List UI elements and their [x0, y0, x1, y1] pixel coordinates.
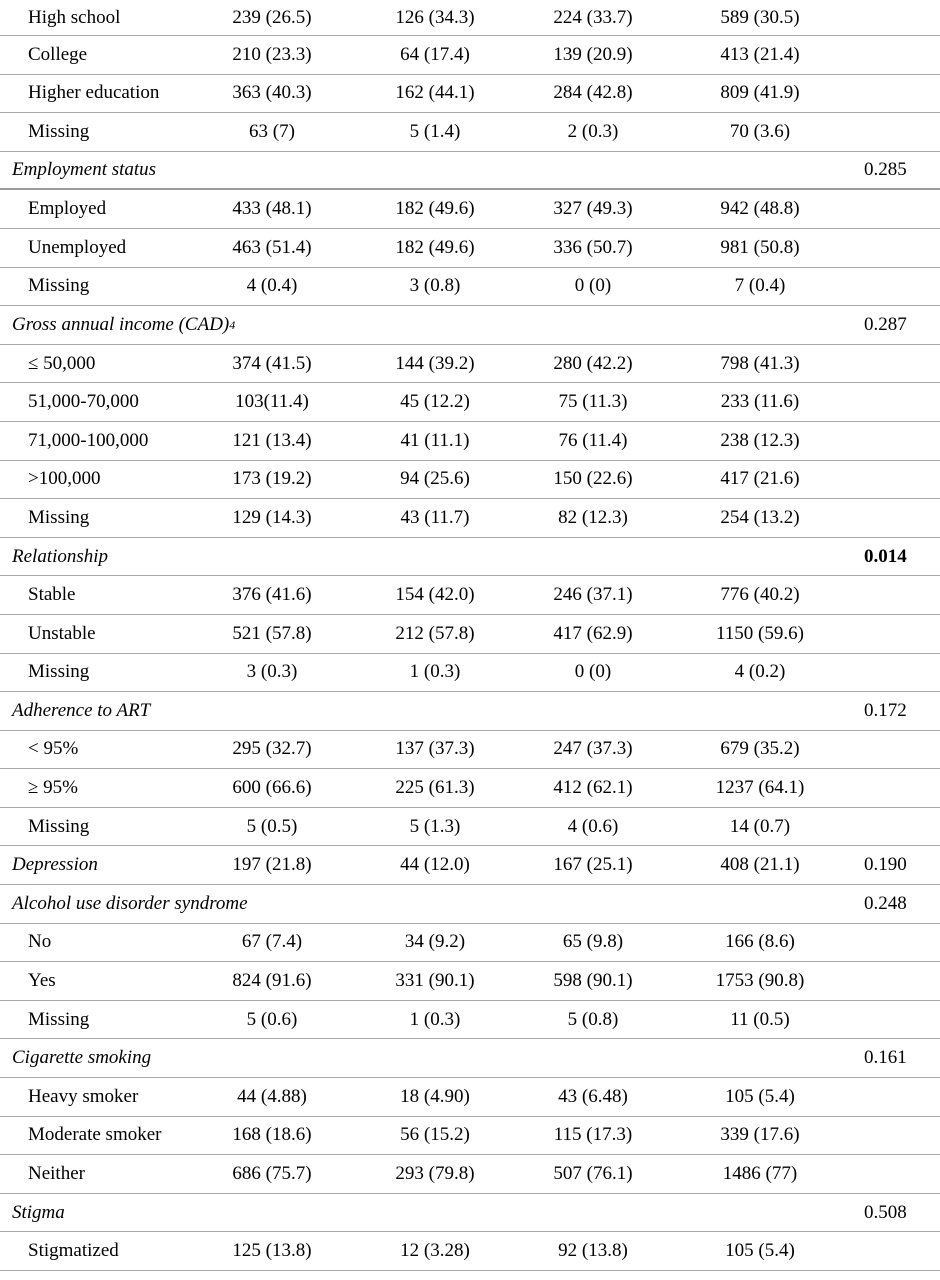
- value-cell: 182 (49.6): [395, 198, 475, 220]
- p-value: 0.508: [864, 1201, 907, 1223]
- p-value: 0.161: [864, 1047, 907, 1069]
- table-row: [0, 1078, 940, 1117]
- p-value: 0.172: [864, 699, 907, 721]
- label-text: High school: [28, 6, 121, 28]
- value-cell: 0 (0): [574, 661, 612, 683]
- value-cell: 75 (11.3): [558, 391, 628, 413]
- value-cell: 600 (66.6): [232, 777, 312, 799]
- value-cell: 197 (21.8): [232, 854, 312, 876]
- value-cell: 280 (42.2): [553, 352, 633, 374]
- value-cell: 284 (42.8): [553, 82, 633, 104]
- value-cell: 126 (34.3): [395, 6, 475, 28]
- table-section-row: [0, 885, 940, 924]
- value-cell: 105 (5.4): [725, 1240, 795, 1262]
- value-cell: 212 (57.8): [395, 622, 475, 644]
- value-cell: 225 (61.3): [395, 777, 475, 799]
- table-row: [0, 615, 940, 654]
- value-cell: 376 (41.6): [232, 584, 312, 606]
- value-cell: 981 (50.8): [720, 236, 800, 258]
- label-text: Moderate smoker: [28, 1124, 162, 1146]
- value-cell: 150 (22.6): [553, 468, 633, 490]
- row-label: [28, 0, 120, 35]
- value-cell: 43 (11.7): [400, 506, 470, 528]
- label-text: Yes: [28, 970, 56, 992]
- label-text: Heavy smoker: [28, 1085, 139, 1107]
- row-label: [28, 499, 89, 537]
- value-cell: 182 (49.6): [395, 236, 475, 258]
- row-label: [28, 1232, 119, 1270]
- label-text: ≤ 50,000: [28, 352, 96, 374]
- table-row: [0, 962, 940, 1001]
- value-cell: 224 (33.7): [553, 6, 633, 28]
- row-label: [28, 1117, 161, 1155]
- value-cell: 293 (79.8): [395, 1163, 475, 1185]
- value-cell: 5 (0.6): [246, 1008, 298, 1030]
- value-cell: 233 (11.6): [720, 391, 800, 413]
- p-value: 0.248: [864, 892, 907, 914]
- row-label: [28, 229, 126, 267]
- table-row: [0, 1155, 940, 1194]
- value-cell: 247 (37.3): [553, 738, 633, 760]
- row-label: [28, 461, 100, 499]
- table-row: [0, 190, 940, 229]
- section-label: [12, 152, 156, 189]
- table-section-row: [0, 538, 940, 577]
- label-text: Neither: [28, 1163, 85, 1185]
- label-text: Missing: [28, 506, 90, 528]
- value-cell: 413 (21.4): [720, 43, 800, 65]
- table-row: [0, 499, 940, 538]
- label-text: Stigma: [12, 1201, 65, 1223]
- table-row: [0, 383, 940, 422]
- value-cell: 238 (12.3): [720, 429, 800, 451]
- table-row: [0, 36, 940, 75]
- value-cell: 339 (17.6): [720, 1124, 800, 1146]
- row-label: [28, 808, 89, 846]
- value-cell: 18 (4.90): [400, 1085, 470, 1107]
- row-label: [28, 345, 95, 383]
- table-row: [0, 461, 940, 500]
- label-text: Unemployed: [28, 236, 127, 258]
- value-cell: 4 (0.4): [246, 275, 298, 297]
- p-value: 0.285: [864, 159, 907, 181]
- value-cell: 809 (41.9): [720, 82, 800, 104]
- value-cell: 417 (62.9): [553, 622, 633, 644]
- table-section-row: [0, 152, 940, 191]
- label-text: Alcohol use disorder syndrome: [12, 892, 248, 914]
- row-label: [28, 1155, 85, 1193]
- value-cell: 1 (0.3): [409, 1008, 461, 1030]
- value-cell: 3 (0.8): [409, 275, 461, 297]
- row-label: [28, 962, 56, 1000]
- value-cell: 14 (0.7): [729, 815, 791, 837]
- value-cell: 5 (1.3): [409, 815, 461, 837]
- value-cell: 168 (18.6): [232, 1124, 312, 1146]
- value-cell: 327 (49.3): [553, 198, 633, 220]
- value-cell: 121 (13.4): [232, 429, 312, 451]
- row-label: [28, 615, 96, 653]
- value-cell: 162 (44.1): [395, 82, 475, 104]
- row-label: [28, 422, 148, 460]
- value-cell: 34 (9.2): [404, 931, 466, 953]
- value-cell: 115 (17.3): [553, 1124, 633, 1146]
- label-text: Depression: [12, 854, 98, 876]
- value-cell: 798 (41.3): [720, 352, 800, 374]
- section-label: [12, 1039, 151, 1077]
- label-text: Stigmatized: [28, 1240, 119, 1262]
- label-text: ≥ 95%: [28, 777, 79, 799]
- value-cell: 144 (39.2): [395, 352, 475, 374]
- table-row: [0, 0, 940, 36]
- row-label: [28, 383, 139, 421]
- table-row: [0, 345, 940, 384]
- value-cell: 2 (0.3): [567, 120, 619, 142]
- row-label: [28, 1078, 138, 1116]
- value-cell: 363 (40.3): [232, 82, 312, 104]
- value-cell: 82 (12.3): [558, 506, 628, 528]
- value-cell: 210 (23.3): [232, 43, 312, 65]
- value-cell: 295 (32.7): [232, 738, 312, 760]
- value-cell: 56 (15.2): [400, 1124, 470, 1146]
- section-label: [12, 692, 150, 730]
- value-cell: 942 (48.8): [720, 198, 800, 220]
- value-cell: 139 (20.9): [553, 43, 633, 65]
- value-cell: 1 (0.3): [409, 661, 461, 683]
- value-cell: 63 (7): [249, 120, 295, 142]
- value-cell: 246 (37.1): [553, 584, 633, 606]
- label-text: No: [28, 931, 52, 953]
- table-row: [0, 808, 940, 847]
- value-cell: 65 (9.8): [562, 931, 624, 953]
- label-text: Higher education: [28, 82, 160, 104]
- value-cell: 166 (8.6): [725, 931, 795, 953]
- value-cell: 686 (75.7): [232, 1163, 312, 1185]
- value-cell: 463 (51.4): [232, 236, 312, 258]
- value-cell: 3 (0.3): [246, 661, 298, 683]
- table-row: [0, 1232, 940, 1271]
- value-cell: 433 (48.1): [232, 198, 312, 220]
- table-row: [0, 422, 940, 461]
- label-text: Missing: [28, 120, 90, 142]
- label-text: Adherence to ART: [12, 699, 151, 721]
- table-section-row: [0, 306, 940, 345]
- value-cell: 67 (7.4): [241, 931, 303, 953]
- value-cell: 336 (50.7): [553, 236, 633, 258]
- row-label: [28, 924, 51, 962]
- label-text: Employment status: [12, 159, 157, 181]
- label-text: Missing: [28, 1008, 90, 1030]
- value-cell: 41 (11.1): [400, 429, 470, 451]
- label-text: 71,000-100,000: [28, 429, 149, 451]
- label-text: Stable: [28, 584, 76, 606]
- value-cell: 154 (42.0): [395, 584, 475, 606]
- table-row: [0, 654, 940, 693]
- table-row: [0, 731, 940, 770]
- value-cell: 4 (0.2): [734, 661, 786, 683]
- value-cell: 331 (90.1): [395, 970, 475, 992]
- label-text: Relationship: [12, 545, 109, 567]
- value-cell: 5 (1.4): [409, 120, 461, 142]
- row-label: [28, 75, 159, 113]
- label-text: < 95%: [28, 738, 79, 760]
- table-row: [0, 268, 940, 307]
- value-cell: 76 (11.4): [558, 429, 628, 451]
- section-label: [12, 538, 108, 576]
- p-value: 0.014: [864, 545, 907, 567]
- row-label: [28, 576, 76, 614]
- table-row: [0, 75, 940, 114]
- table-section-row: [0, 1039, 940, 1078]
- row-label: [28, 769, 78, 807]
- label-text: Missing: [28, 275, 90, 297]
- value-cell: 7 (0.4): [734, 275, 786, 297]
- value-cell: 125 (13.8): [232, 1240, 312, 1262]
- value-cell: 1753 (90.8): [715, 970, 805, 992]
- value-cell: 64 (17.4): [400, 43, 470, 65]
- table-row: [0, 113, 940, 152]
- table-row: [0, 769, 940, 808]
- label-text: >100,000: [28, 468, 101, 490]
- label-text: Missing: [28, 661, 90, 683]
- value-cell: 1150 (59.6): [716, 622, 804, 644]
- value-cell: 45 (12.2): [400, 391, 470, 413]
- value-cell: 776 (40.2): [720, 584, 800, 606]
- section-label: [12, 885, 248, 923]
- row-label: [28, 731, 78, 769]
- p-value: 0.190: [864, 854, 907, 876]
- label-text: Unstable: [28, 622, 96, 644]
- table-section-row: [0, 846, 940, 885]
- value-cell: 598 (90.1): [553, 970, 633, 992]
- row-label: [28, 1001, 89, 1039]
- table-section-row: [0, 1194, 940, 1233]
- row-label: [28, 113, 89, 151]
- value-cell: 44 (12.0): [400, 854, 470, 876]
- table-row: [0, 924, 940, 963]
- table-row: [0, 229, 940, 268]
- label-text: College: [28, 43, 88, 65]
- value-cell: 43 (6.48): [558, 1085, 628, 1107]
- value-cell: 173 (19.2): [232, 468, 312, 490]
- value-cell: 44 (4.88): [237, 1085, 307, 1107]
- value-cell: 507 (76.1): [553, 1163, 633, 1185]
- value-cell: 94 (25.6): [400, 468, 470, 490]
- value-cell: 11 (0.5): [730, 1008, 790, 1030]
- value-cell: 167 (25.1): [553, 854, 633, 876]
- value-cell: 5 (0.5): [246, 815, 298, 837]
- table-row: [0, 1117, 940, 1156]
- value-cell: 521 (57.8): [232, 622, 312, 644]
- value-cell: 417 (21.6): [720, 468, 800, 490]
- value-cell: 70 (3.6): [729, 120, 791, 142]
- table-row: [0, 576, 940, 615]
- value-cell: 239 (26.5): [232, 6, 312, 28]
- section-label: Gross annual income (CAD) 4: [12, 313, 236, 335]
- label-text: Gross annual income (CAD): [12, 313, 230, 335]
- value-cell: 5 (0.8): [567, 1008, 619, 1030]
- value-cell: 1237 (64.1): [715, 777, 805, 799]
- value-cell: 4 (0.6): [567, 815, 619, 837]
- value-cell: 129 (14.3): [232, 506, 312, 528]
- value-cell: 408 (21.1): [720, 854, 800, 876]
- value-cell: 254 (13.2): [720, 506, 800, 528]
- label-text: Cigarette smoking: [12, 1047, 152, 1069]
- table-row: [0, 1001, 940, 1040]
- value-cell: 105 (5.4): [725, 1085, 795, 1107]
- value-cell: 374 (41.5): [232, 352, 312, 374]
- label-text: Employed: [28, 198, 107, 220]
- value-cell: 137 (37.3): [395, 738, 475, 760]
- row-label: [28, 654, 89, 692]
- value-cell: 12 (3.28): [400, 1240, 470, 1262]
- value-cell: 824 (91.6): [232, 970, 312, 992]
- value-cell: 412 (62.1): [553, 777, 633, 799]
- row-label: [28, 36, 87, 74]
- table-section-row: [0, 692, 940, 731]
- section-label: [12, 846, 98, 884]
- value-cell: 92 (13.8): [558, 1240, 628, 1262]
- row-label: [28, 190, 106, 228]
- value-cell: 679 (35.2): [720, 738, 800, 760]
- section-label: [12, 1194, 65, 1232]
- label-text: Missing: [28, 815, 90, 837]
- value-cell: 589 (30.5): [720, 6, 800, 28]
- row-label: [28, 268, 89, 306]
- p-value: 0.287: [864, 313, 907, 335]
- value-cell: 0 (0): [574, 275, 612, 297]
- value-cell: 1486 (77): [722, 1163, 798, 1185]
- label-text: 51,000-70,000: [28, 391, 139, 413]
- value-cell: 103(11.4): [235, 391, 309, 413]
